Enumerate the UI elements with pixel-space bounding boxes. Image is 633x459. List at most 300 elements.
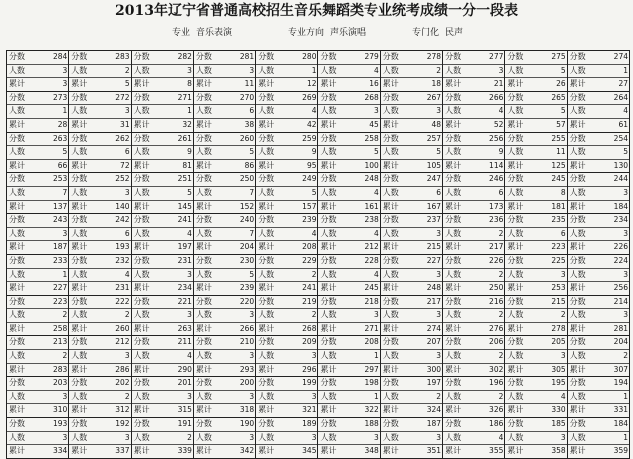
cumulative-row [505, 444, 566, 458]
count-label: 人数 [320, 432, 337, 442]
count-value: 3 [436, 228, 442, 238]
score-cell [7, 377, 69, 418]
score-label: 分数 [133, 296, 150, 306]
score-value: 184 [613, 419, 628, 429]
count-value: 9 [498, 147, 504, 157]
cumulative-row [7, 200, 68, 214]
score-row [443, 214, 504, 227]
count-value: 11 [556, 147, 566, 157]
count-value: 3 [560, 269, 566, 279]
score-row [568, 214, 629, 227]
cumulative-label: 累计 [133, 160, 150, 170]
score-label: 分数 [9, 337, 25, 347]
score-label: 分数 [258, 337, 275, 347]
count-label: 人数 [569, 106, 586, 116]
score-cell [7, 418, 69, 459]
score-row [194, 377, 255, 390]
count-value: 9 [311, 147, 317, 157]
cumulative-value: 100 [364, 160, 379, 170]
count-label: 人数 [258, 310, 275, 320]
count-label: 人数 [320, 106, 337, 116]
score-row [568, 336, 629, 349]
score-row [568, 133, 629, 146]
count-value: 2 [436, 65, 442, 75]
cumulative-value: 302 [489, 364, 504, 374]
count-label: 人数 [445, 106, 462, 116]
count-value: 2 [124, 310, 130, 320]
count-row [318, 349, 379, 363]
cumulative-row [132, 363, 193, 377]
cumulative-label: 累计 [569, 201, 586, 211]
cumulative-label: 累计 [320, 364, 337, 374]
count-row [69, 186, 130, 200]
cumulative-value: 204 [239, 242, 255, 252]
count-label: 人数 [445, 310, 462, 320]
score-value: 235 [551, 215, 566, 225]
count-row [443, 431, 504, 445]
count-row [69, 390, 130, 404]
count-label: 人数 [258, 391, 275, 401]
score-value: 240 [239, 215, 255, 225]
score-cell [505, 132, 567, 173]
score-cell [567, 173, 629, 214]
count-label: 人数 [320, 228, 337, 238]
count-value: 3 [124, 187, 130, 197]
score-row [132, 418, 193, 431]
cumulative-row [505, 403, 566, 417]
cumulative-label: 累计 [320, 283, 337, 293]
cumulative-row [194, 281, 255, 295]
table-row [7, 132, 630, 173]
count-label: 人数 [445, 228, 462, 238]
specialty-info [412, 26, 469, 40]
score-row [505, 296, 566, 309]
count-value: 3 [374, 310, 379, 320]
score-row [505, 51, 566, 64]
count-label: 人数 [382, 65, 399, 75]
score-value: 195 [551, 378, 566, 388]
cumulative-label: 累计 [569, 119, 586, 129]
count-row [69, 64, 130, 78]
cumulative-label: 累计 [382, 323, 399, 333]
cumulative-value: 157 [302, 201, 317, 211]
cumulative-row [132, 118, 193, 132]
score-row [69, 173, 130, 186]
cumulative-value: 27 [618, 79, 628, 89]
cumulative-row [381, 200, 442, 214]
count-label: 人数 [71, 147, 88, 157]
cumulative-label: 累计 [258, 160, 275, 170]
cumulative-value: 208 [302, 242, 317, 252]
cumulative-value: 348 [364, 446, 379, 456]
count-value: 2 [124, 391, 130, 401]
count-row [568, 64, 629, 78]
score-label: 分数 [445, 52, 462, 61]
count-value: 4 [560, 391, 566, 401]
score-label: 分数 [258, 174, 275, 184]
cumulative-label: 累计 [71, 160, 88, 170]
count-value: 4 [187, 351, 192, 361]
cumulative-label: 累计 [9, 79, 25, 89]
cumulative-value: 260 [115, 323, 130, 333]
count-label: 人数 [133, 310, 150, 320]
specialty-label: 专门化 [412, 28, 440, 38]
count-row [381, 145, 442, 159]
score-row [318, 92, 379, 105]
count-value: 3 [374, 432, 379, 442]
score-cell [318, 91, 380, 132]
score-value: 223 [52, 296, 68, 306]
cumulative-row [318, 118, 379, 132]
count-value: 3 [623, 228, 628, 238]
score-label: 分数 [507, 52, 524, 61]
cumulative-label: 累计 [507, 323, 524, 333]
score-cell [443, 214, 505, 255]
count-value: 1 [311, 65, 317, 75]
score-row [381, 296, 442, 309]
count-value: 1 [187, 106, 192, 116]
score-value: 253 [52, 174, 68, 184]
score-row [443, 173, 504, 186]
score-cell [131, 214, 193, 255]
cumulative-row [7, 240, 68, 254]
score-value: 275 [551, 52, 566, 61]
count-row [194, 145, 255, 159]
cumulative-row [318, 200, 379, 214]
cumulative-value: 48 [431, 119, 442, 129]
cumulative-row [194, 200, 255, 214]
count-row [69, 145, 130, 159]
score-row [505, 418, 566, 431]
count-value: 3 [436, 269, 442, 279]
score-cell [131, 418, 193, 459]
count-value: 8 [560, 187, 566, 197]
score-row [69, 255, 130, 268]
count-label: 人数 [258, 351, 275, 361]
count-value: 1 [623, 65, 628, 75]
cumulative-label: 累计 [9, 364, 25, 374]
score-label: 分数 [133, 52, 150, 61]
score-row [568, 377, 629, 390]
table-row [7, 254, 630, 295]
count-row [7, 227, 68, 241]
count-value: 3 [249, 310, 255, 320]
score-value: 231 [177, 255, 192, 265]
cumulative-value: 283 [52, 364, 68, 374]
score-cell [380, 214, 442, 255]
score-row [318, 296, 379, 309]
score-row [381, 173, 442, 186]
score-value: 224 [613, 255, 628, 265]
score-cell [69, 377, 131, 418]
count-label: 人数 [320, 269, 337, 279]
score-label: 分数 [569, 133, 586, 143]
score-label: 分数 [258, 215, 275, 225]
count-value: 4 [498, 432, 504, 442]
score-row [194, 336, 255, 349]
count-value: 3 [62, 65, 68, 75]
score-value: 248 [364, 174, 379, 184]
count-label: 人数 [569, 228, 586, 238]
count-row [443, 186, 504, 200]
score-cell [443, 377, 505, 418]
score-label: 分数 [320, 378, 337, 388]
count-value: 3 [311, 351, 317, 361]
score-row [69, 296, 130, 309]
cumulative-value: 114 [489, 160, 504, 170]
score-row [443, 255, 504, 268]
cumulative-label: 累计 [382, 79, 399, 89]
count-label: 人数 [445, 187, 462, 197]
cumulative-row [194, 240, 255, 254]
score-label: 分数 [71, 255, 88, 265]
score-row [318, 133, 379, 146]
count-label: 人数 [133, 351, 150, 361]
cumulative-row [505, 77, 566, 91]
score-cell [193, 295, 255, 336]
cumulative-row [132, 281, 193, 295]
cumulative-label: 累计 [382, 364, 399, 374]
table-row [7, 418, 630, 459]
score-value: 186 [489, 419, 504, 429]
count-value: 3 [249, 351, 255, 361]
count-row [381, 390, 442, 404]
score-cell [318, 51, 380, 92]
score-cell [256, 214, 318, 255]
count-label: 人数 [133, 65, 150, 75]
count-value: 2 [498, 391, 504, 401]
cumulative-row [505, 159, 566, 173]
count-value: 4 [187, 228, 192, 238]
cumulative-label: 累计 [71, 405, 88, 415]
count-label: 人数 [507, 269, 524, 279]
cumulative-row [256, 200, 317, 214]
table-row [7, 51, 630, 92]
count-row [568, 186, 629, 200]
score-label: 分数 [507, 255, 524, 265]
count-label: 人数 [445, 269, 462, 279]
score-cell [567, 214, 629, 255]
score-row [318, 255, 379, 268]
count-row [443, 104, 504, 118]
cumulative-value: 331 [613, 405, 628, 415]
cumulative-label: 累计 [569, 446, 586, 456]
score-label: 分数 [71, 378, 88, 388]
cumulative-label: 累计 [445, 160, 462, 170]
cumulative-label: 累计 [133, 364, 150, 374]
cumulative-row [381, 322, 442, 336]
count-row [7, 268, 68, 282]
score-label: 分数 [382, 296, 399, 306]
score-label: 分数 [133, 133, 150, 143]
score-value: 205 [551, 337, 566, 347]
count-value: 5 [187, 187, 192, 197]
count-label: 人数 [507, 187, 524, 197]
score-label: 分数 [382, 215, 399, 225]
count-value: 4 [498, 106, 504, 116]
count-row [505, 268, 566, 282]
cumulative-row [568, 77, 629, 91]
score-cell [567, 132, 629, 173]
cumulative-value: 248 [426, 283, 442, 293]
count-label: 人数 [71, 269, 88, 279]
score-value: 206 [489, 337, 504, 347]
count-row [256, 268, 317, 282]
cumulative-row [7, 444, 68, 458]
count-row [505, 431, 566, 445]
cumulative-row [443, 403, 504, 417]
score-row [505, 133, 566, 146]
cumulative-value: 227 [52, 283, 68, 293]
cumulative-label: 累计 [133, 79, 150, 89]
count-row [132, 431, 193, 445]
cumulative-value: 326 [489, 405, 504, 415]
count-value: 2 [560, 310, 566, 320]
count-row [69, 349, 130, 363]
score-label: 分数 [445, 92, 462, 102]
cumulative-row [443, 322, 504, 336]
count-row [318, 308, 379, 322]
score-value: 251 [177, 174, 192, 184]
count-label: 人数 [320, 65, 337, 75]
cumulative-row [69, 159, 130, 173]
score-row [381, 418, 442, 431]
score-value: 283 [115, 52, 130, 61]
score-label: 分数 [445, 255, 462, 265]
count-label: 人数 [569, 65, 586, 75]
score-row [505, 336, 566, 349]
score-label: 分数 [507, 378, 524, 388]
score-value: 196 [489, 378, 504, 388]
score-row [568, 418, 629, 431]
score-label: 分数 [382, 92, 399, 102]
count-value: 3 [374, 106, 379, 116]
score-value: 198 [364, 378, 379, 388]
score-cell [256, 91, 318, 132]
score-cell [7, 132, 69, 173]
count-label: 人数 [320, 147, 337, 157]
cumulative-row [7, 281, 68, 295]
score-row [7, 133, 68, 146]
score-label: 分数 [569, 337, 586, 347]
score-value: 213 [52, 337, 68, 347]
score-value: 284 [52, 52, 68, 61]
cumulative-row [132, 77, 193, 91]
score-label: 分数 [382, 133, 399, 143]
count-label: 人数 [71, 65, 88, 75]
count-label: 人数 [133, 106, 150, 116]
cumulative-value: 26 [556, 79, 566, 89]
score-label: 分数 [195, 92, 212, 102]
count-label: 人数 [71, 391, 88, 401]
score-row [318, 377, 379, 390]
table-row [7, 214, 630, 255]
score-row [443, 296, 504, 309]
score-label: 分数 [569, 255, 586, 265]
cumulative-value: 286 [115, 364, 130, 374]
cumulative-label: 累计 [320, 446, 337, 456]
score-cell [131, 377, 193, 418]
score-cell [193, 214, 255, 255]
cumulative-label: 累计 [9, 405, 25, 415]
cumulative-value: 226 [613, 242, 628, 252]
count-value: 4 [124, 269, 130, 279]
score-row [7, 418, 68, 431]
cumulative-label: 累计 [445, 242, 462, 252]
count-value: 2 [311, 310, 317, 320]
score-cell [7, 336, 69, 377]
cumulative-row [381, 118, 442, 132]
cumulative-value: 45 [369, 119, 379, 129]
count-label: 人数 [382, 391, 399, 401]
cumulative-label: 累计 [133, 446, 150, 456]
cumulative-value: 18 [431, 79, 442, 89]
cumulative-value: 358 [551, 446, 566, 456]
score-value: 234 [613, 215, 628, 225]
score-row [443, 336, 504, 349]
count-row [505, 349, 566, 363]
score-cell [69, 254, 131, 295]
major-label: 专业 [172, 28, 191, 38]
score-label: 分数 [507, 337, 524, 347]
score-cell [7, 51, 69, 92]
score-value: 244 [613, 174, 628, 184]
count-value: 1 [374, 351, 379, 361]
table-row [7, 377, 630, 418]
cumulative-value: 197 [177, 242, 192, 252]
cumulative-label: 累计 [507, 364, 524, 374]
score-value: 256 [489, 133, 504, 143]
cumulative-value: 32 [182, 119, 192, 129]
cumulative-row [443, 363, 504, 377]
count-row [568, 145, 629, 159]
count-label: 人数 [445, 65, 462, 75]
score-cell [69, 336, 131, 377]
count-value: 2 [311, 269, 317, 279]
cumulative-row [443, 444, 504, 458]
cumulative-row [318, 403, 379, 417]
score-row [568, 92, 629, 105]
count-label: 人数 [195, 106, 212, 116]
score-label: 分数 [445, 296, 462, 306]
count-value: 3 [124, 106, 130, 116]
score-value: 260 [239, 133, 255, 143]
count-value: 2 [62, 351, 68, 361]
score-value: 217 [426, 296, 442, 306]
score-row [7, 336, 68, 349]
count-value: 1 [62, 269, 68, 279]
score-row [256, 133, 317, 146]
score-row [381, 92, 442, 105]
score-value: 239 [302, 215, 317, 225]
count-value: 5 [374, 147, 379, 157]
score-value: 273 [52, 92, 68, 102]
cumulative-value: 3 [62, 79, 68, 89]
table-row [7, 295, 630, 336]
score-value: 281 [239, 52, 255, 61]
count-row [132, 145, 193, 159]
score-row [568, 296, 629, 309]
score-value: 269 [302, 92, 317, 102]
cumulative-value: 345 [302, 446, 317, 456]
specialty-value: 民声 [445, 28, 464, 38]
cumulative-row [568, 444, 629, 458]
cumulative-row [256, 118, 317, 132]
score-cell [380, 51, 442, 92]
count-label: 人数 [133, 269, 150, 279]
score-value: 197 [426, 378, 442, 388]
score-cell [7, 254, 69, 295]
